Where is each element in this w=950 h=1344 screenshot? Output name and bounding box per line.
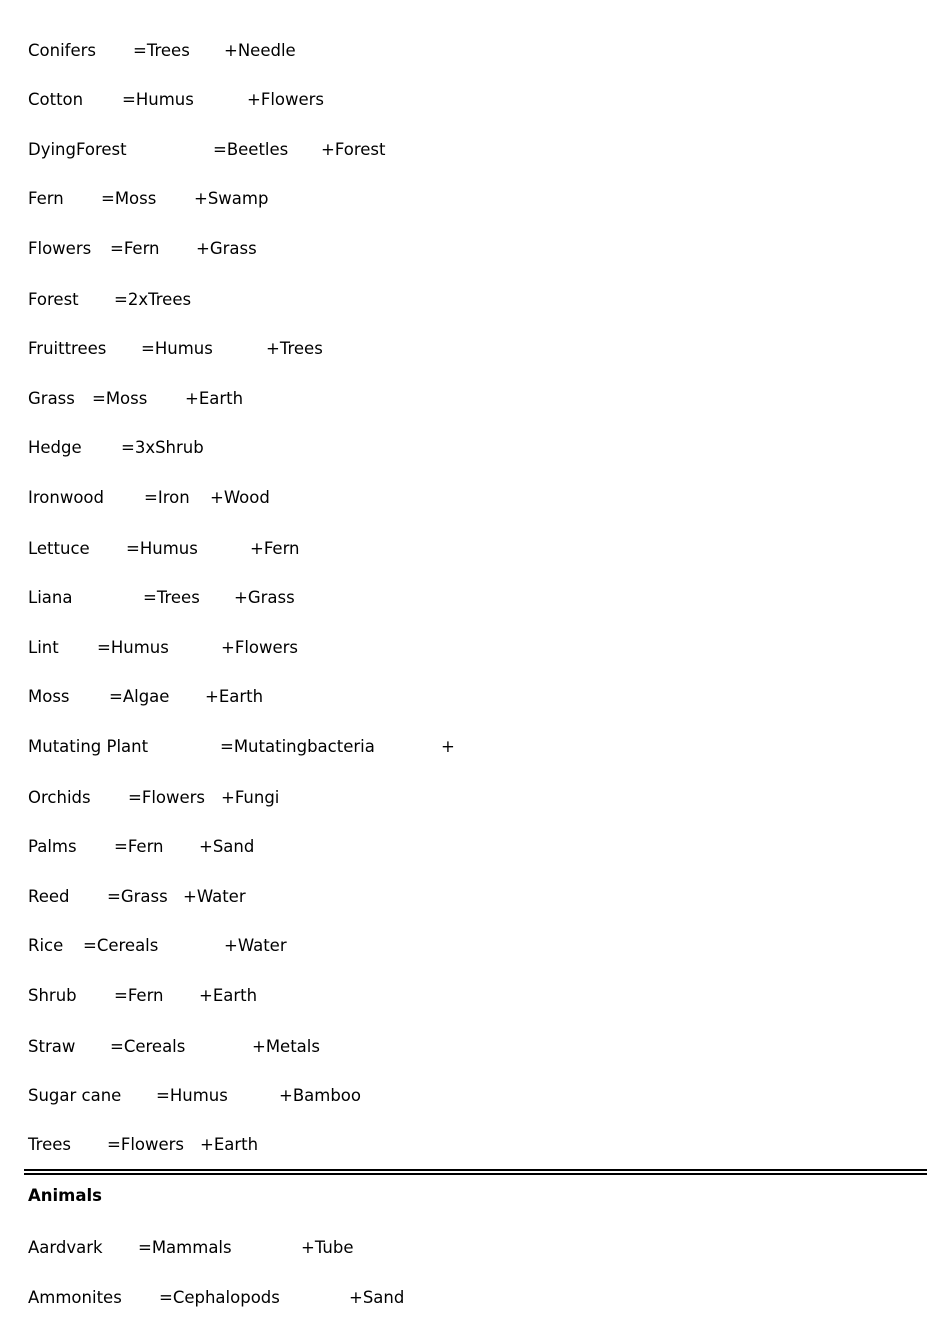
item-ingredient-a: =Beetles [213,140,289,159]
item-name: Shrub [28,986,77,1005]
item-name: Trees [28,1135,71,1154]
item-name: Moss [28,687,70,706]
item-name: Cotton [28,90,84,109]
item-name: Reed [28,887,70,906]
item-ingredient-a: =Cephalopods [159,1288,280,1307]
item-ingredient-b: +Needle [224,41,296,60]
item-ingredient-b: +Flowers [247,90,325,109]
item-ingredient-a: =Mammals [138,1238,232,1257]
item-name: DyingForest [28,140,127,159]
item-ingredient-b: +Earth [185,389,244,408]
item-name: Flowers [28,239,92,258]
item-ingredient-b: +Grass [196,239,257,258]
item-ingredient-a: =Fern [114,837,164,856]
item-name: Mutating Plant [28,737,149,756]
item-name: Lint [28,638,59,657]
item-ingredient-b: +Wood [210,488,270,507]
item-ingredient-a: =Humus [122,90,194,109]
item-name: Forest [28,290,79,309]
item-ingredient-b: +Tube [301,1238,354,1257]
item-ingredient-a: =Flowers [128,788,206,807]
item-ingredient-a: =Humus [97,638,169,657]
item-ingredient-a: =Fern [110,239,160,258]
item-ingredient-b: +Earth [200,1135,259,1154]
item-ingredient-a: =Cereals [110,1037,186,1056]
item-name: Hedge [28,438,82,457]
item-ingredient-a: =Trees [133,41,190,60]
item-name: Aardvark [28,1238,103,1257]
item-ingredient-a: =Fern [114,986,164,1005]
item-ingredient-b: +Metals [252,1037,320,1056]
item-ingredient-a: =Mutatingbacteria [220,737,375,756]
item-name: Lettuce [28,539,90,558]
item-ingredient-a: =Flowers [107,1135,185,1154]
item-name: Sugar cane [28,1086,122,1105]
item-ingredient-a: =Moss [92,389,148,408]
item-ingredient-b: + [441,737,455,756]
item-ingredient-b: +Trees [266,339,323,358]
item-ingredient-b: +Flowers [221,638,299,657]
item-ingredient-a: =Humus [126,539,198,558]
item-ingredient-b: +Water [183,887,246,906]
item-name: Rice [28,936,64,955]
item-name: Fruittrees [28,339,107,358]
section-divider [24,1169,927,1175]
item-ingredient-a: =2xTrees [114,290,192,309]
item-ingredient-b: +Swamp [194,189,269,208]
item-ingredient-a: =Grass [107,887,168,906]
item-ingredient-a: =Trees [143,588,200,607]
item-ingredient-a: =Humus [156,1086,228,1105]
item-name: Fern [28,189,64,208]
item-name: Ammonites [28,1288,122,1307]
item-ingredient-b: +Earth [205,687,264,706]
item-ingredient-a: =Moss [101,189,157,208]
item-ingredient-b: +Water [224,936,287,955]
item-name: Liana [28,588,73,607]
item-ingredient-b: +Fern [250,539,300,558]
section-heading-animals: Animals [28,1186,102,1205]
item-ingredient-b: +Sand [199,837,255,856]
item-ingredient-a: =Algae [109,687,170,706]
item-name: Grass [28,389,75,408]
item-ingredient-a: =Iron [144,488,190,507]
item-name: Straw [28,1037,76,1056]
item-ingredient-a: =Humus [141,339,213,358]
item-ingredient-b: +Bamboo [279,1086,361,1105]
item-ingredient-b: +Fungi [221,788,280,807]
item-ingredient-a: =3xShrub [121,438,204,457]
item-ingredient-b: +Forest [321,140,386,159]
item-ingredient-b: +Earth [199,986,258,1005]
item-ingredient-a: =Cereals [83,936,159,955]
item-name: Ironwood [28,488,104,507]
item-name: Conifers [28,41,96,60]
item-name: Palms [28,837,77,856]
item-ingredient-b: +Sand [349,1288,405,1307]
item-name: Orchids [28,788,91,807]
item-ingredient-b: +Grass [234,588,295,607]
